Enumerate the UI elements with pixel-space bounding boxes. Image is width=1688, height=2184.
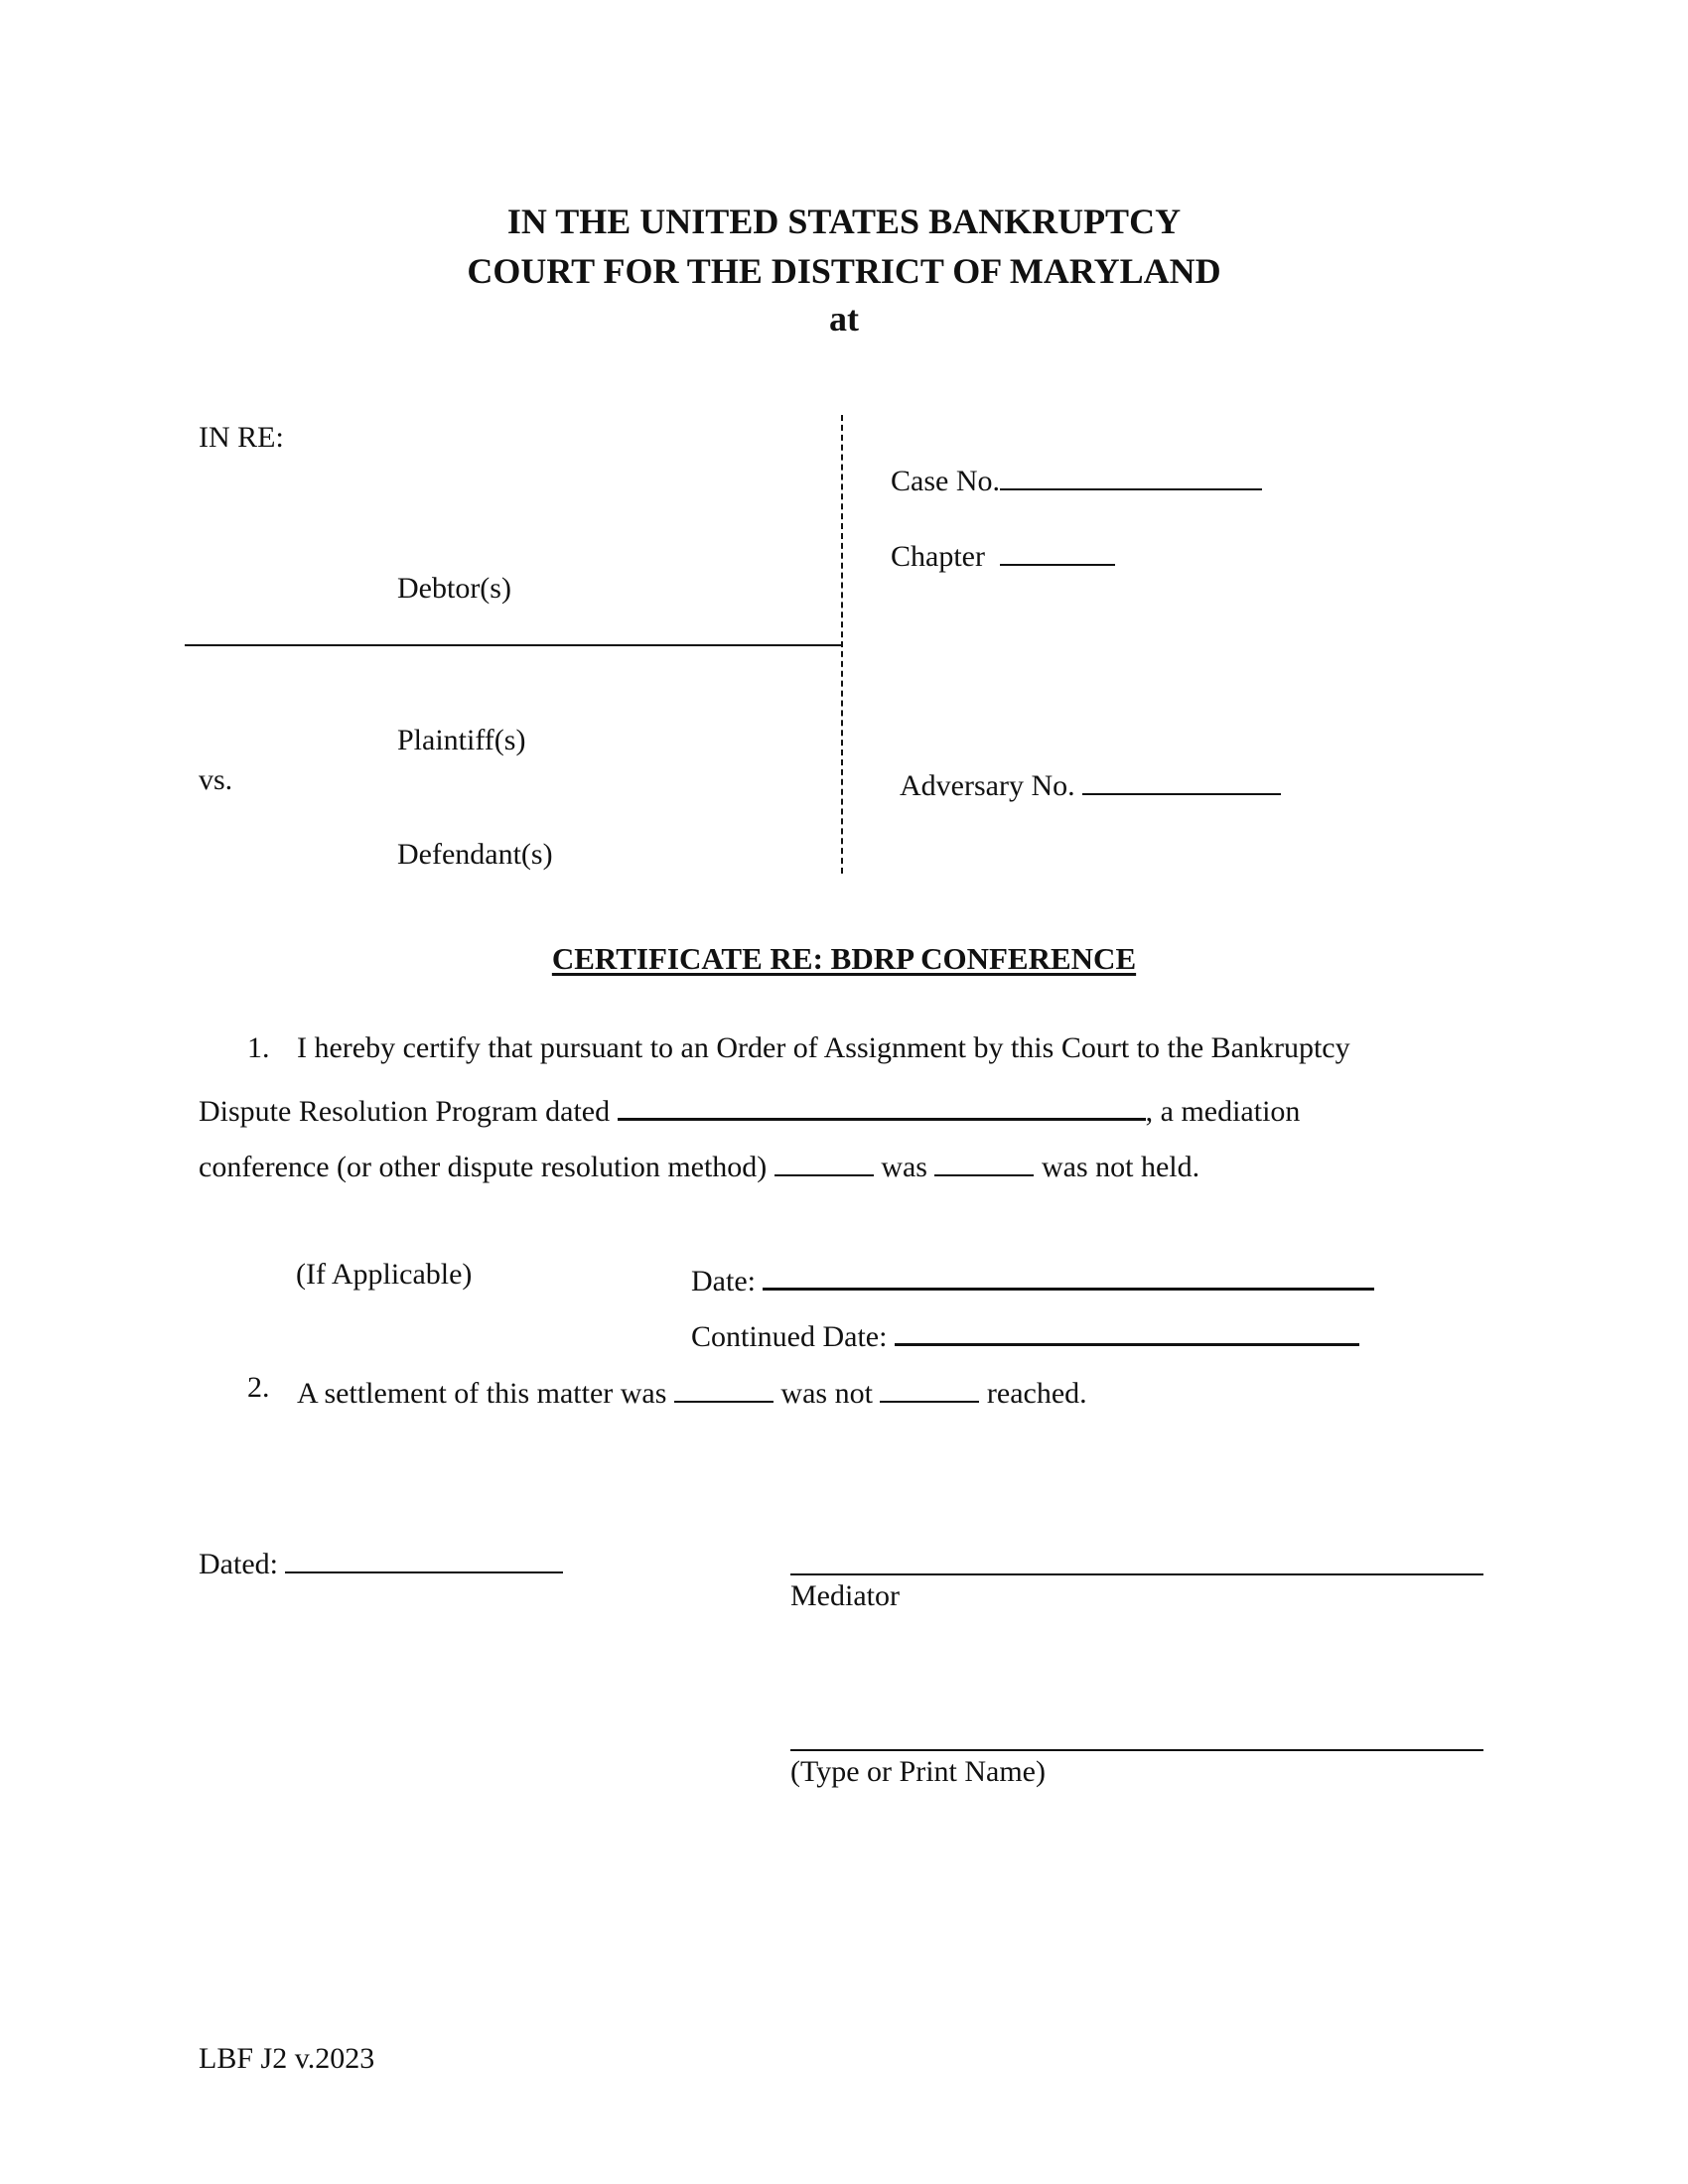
if-applicable-label: (If Applicable) [296, 1258, 473, 1291]
continued-date-label: Continued Date: [691, 1320, 888, 1353]
chapter-blank[interactable] [1000, 534, 1115, 566]
conference-date-label: Date: [691, 1265, 756, 1297]
was-text: was [881, 1151, 927, 1183]
chapter-label: Chapter [891, 540, 985, 573]
form-id: LBF J2 v.2023 [199, 2042, 375, 2075]
settlement-was-not-blank[interactable] [880, 1371, 979, 1403]
conference-date-field [691, 1258, 1374, 1298]
adversary-number-label: Adversary No. [900, 769, 1075, 802]
settlement-was-blank[interactable] [674, 1371, 774, 1403]
assignment-date-blank[interactable] [618, 1088, 1146, 1121]
was-not-held-blank[interactable] [934, 1145, 1034, 1176]
item-1-line-1: I hereby certify that pursuant to an Order of Assignment by this Court to the Bankruptcy [297, 1031, 1350, 1064]
mediator-label: Mediator [790, 1579, 900, 1612]
in-re-label: IN RE: [199, 421, 284, 454]
continued-date-blank[interactable] [895, 1313, 1359, 1346]
certificate-title: CERTIFICATE RE: BDRP CONFERENCE [551, 941, 1137, 976]
vs-label: vs. [199, 763, 233, 796]
chapter-field [891, 534, 1115, 574]
court-title-line-2: COURT FOR THE DISTRICT OF MARYLAND [467, 251, 1221, 291]
print-name-label: (Type or Print Name) [790, 1755, 1046, 1788]
item-2-line [297, 1371, 1087, 1411]
item-1-number: 1. [247, 1031, 270, 1064]
conference-date-blank[interactable] [763, 1258, 1374, 1291]
conference-text: conference (or other dispute resolution method) [199, 1151, 768, 1183]
dated-blank[interactable] [285, 1542, 563, 1573]
item-2-number: 2. [247, 1371, 270, 1404]
case-number-label: Case No. [891, 465, 1000, 497]
continued-date-field [691, 1313, 1359, 1354]
print-name-line[interactable] [790, 1749, 1483, 1751]
dated-label: Dated: [199, 1548, 278, 1580]
mediation-text: , a mediation [1145, 1095, 1301, 1128]
item-1-line-2 [199, 1088, 1300, 1129]
mediator-signature-line[interactable] [790, 1573, 1483, 1575]
was-not-held-text: was not held. [1041, 1151, 1200, 1183]
dated-field [199, 1542, 563, 1581]
program-dated-text: Dispute Resolution Program dated [199, 1095, 611, 1128]
was-not-text: was not [780, 1377, 873, 1410]
caption-vertical-separator [841, 415, 843, 874]
adversary-number-field [900, 763, 1281, 803]
settlement-text: A settlement of this matter was [297, 1377, 667, 1410]
adversary-number-blank[interactable] [1082, 763, 1281, 795]
item-1-line-3 [199, 1145, 1199, 1184]
defendant-label: Defendant(s) [397, 838, 553, 871]
caption-divider [185, 644, 842, 646]
court-title-line-1: IN THE UNITED STATES BANKRUPTCY [506, 202, 1182, 241]
court-title-line-3: at [829, 299, 859, 339]
case-number-field [891, 459, 1262, 498]
plaintiff-label: Plaintiff(s) [397, 724, 526, 756]
case-number-blank[interactable] [1000, 459, 1262, 490]
was-held-blank[interactable] [774, 1145, 874, 1176]
debtor-label: Debtor(s) [397, 572, 511, 605]
reached-text: reached. [986, 1377, 1087, 1410]
